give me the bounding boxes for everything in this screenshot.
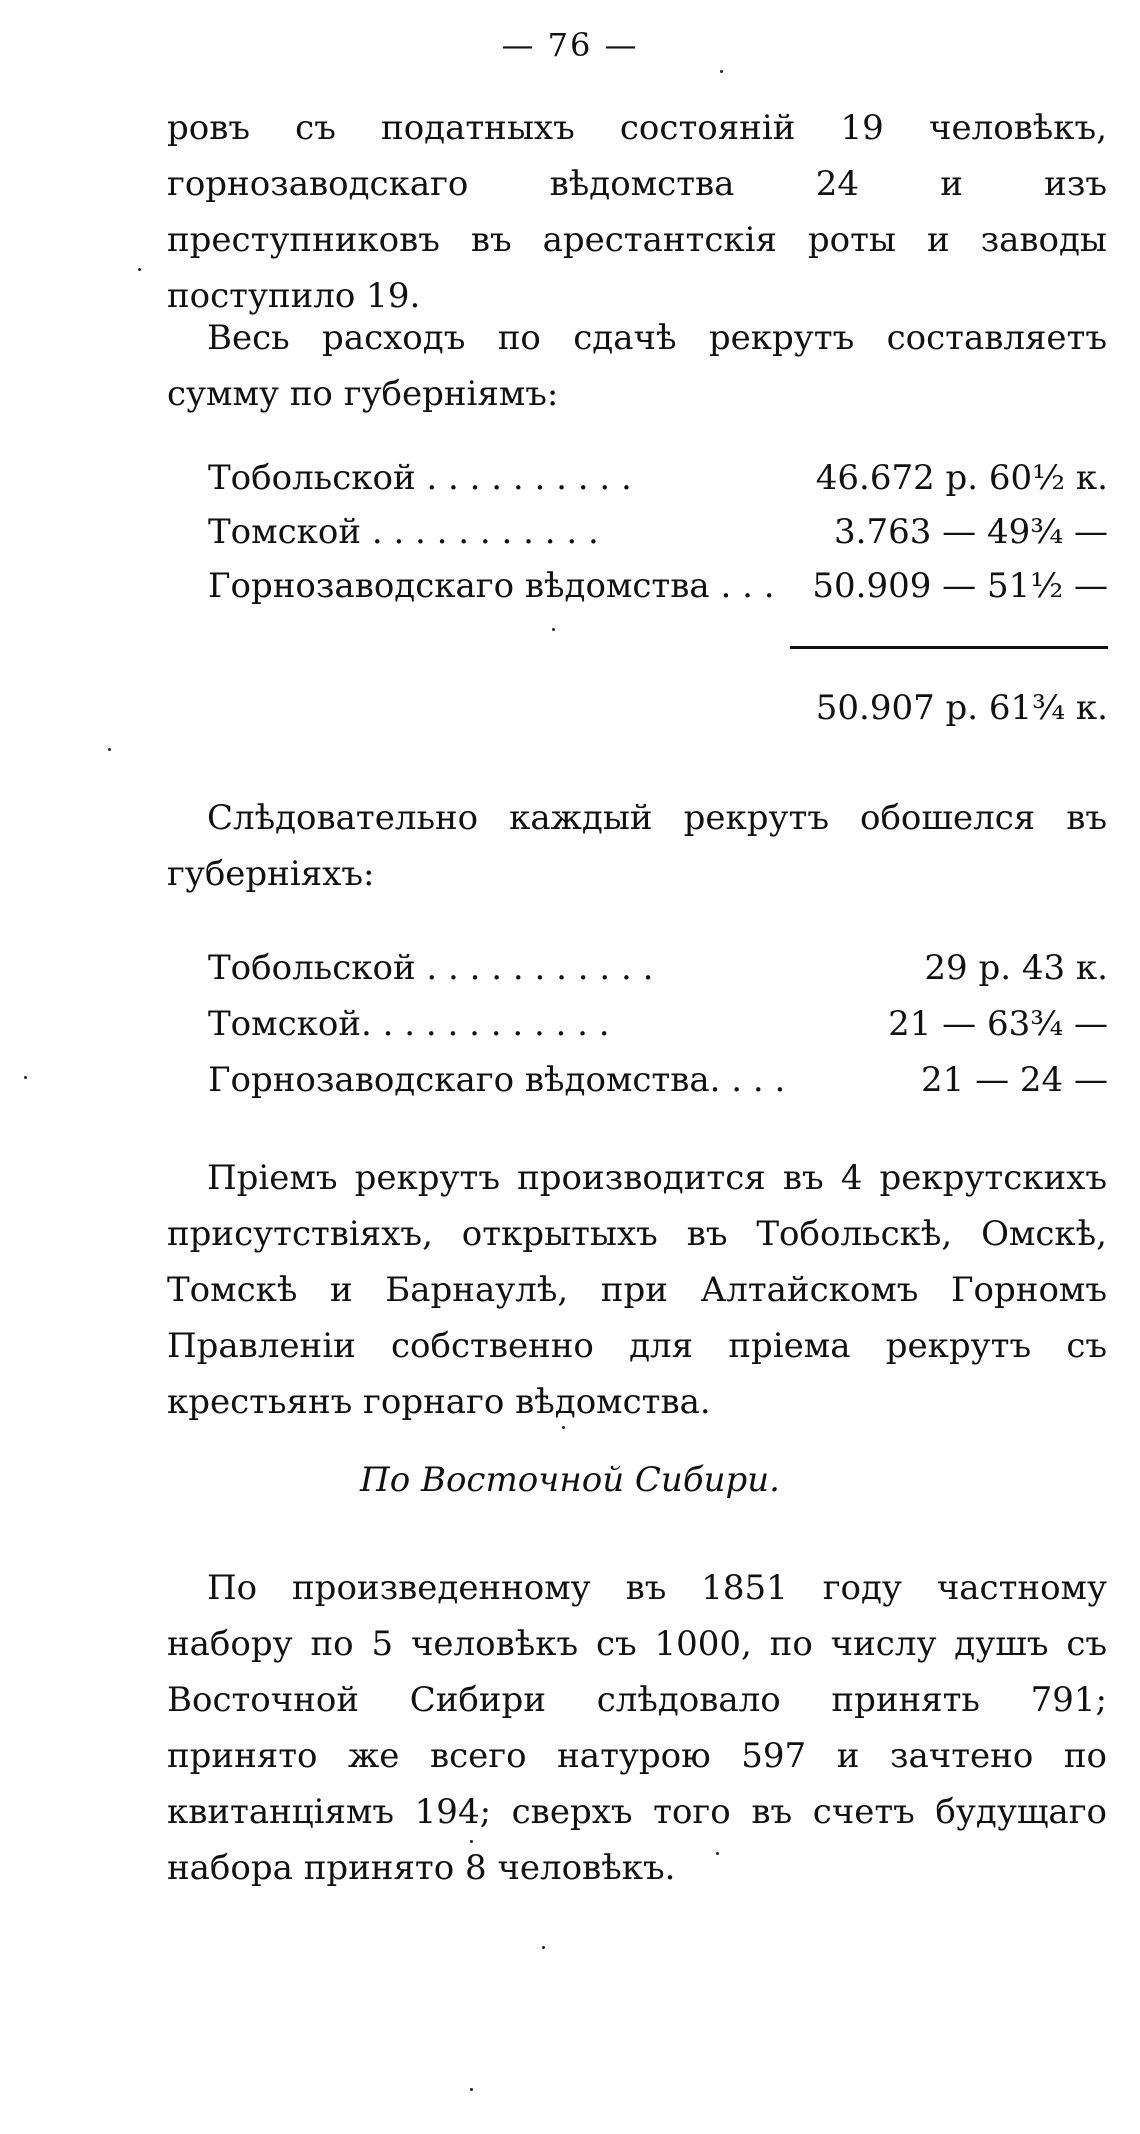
scan-speck	[470, 2088, 473, 2091]
scan-speck	[562, 1426, 565, 1429]
sum-rule	[790, 646, 1108, 649]
scan-speck	[716, 1852, 719, 1855]
expense-value: 46.672 р. 60½ к.	[815, 458, 1108, 498]
scan-speck	[24, 1076, 27, 1079]
paragraph-continuation: ровъ съ податныхъ состояній 19 человѣкъ, горнозаводскаго вѣдомства 24 и изъ преступниковъ въ арестантскія роты и заводы поступило 19.	[167, 108, 1107, 316]
expense-label: Тобольской . . . . . . . . . .	[208, 458, 632, 498]
expense-row-tobolsk	[208, 450, 1108, 506]
page-number: — 76 —	[501, 26, 639, 64]
scan-speck	[470, 1840, 473, 1843]
expense-row-tomsk	[208, 504, 1108, 560]
scan-speck	[542, 1946, 545, 1949]
scan-speck	[138, 268, 141, 271]
paragraph-east-siberia: По произведенному въ 1851 году частному набору по 5 человѣкъ съ 1000, по числу душъ съ Восточной Сибири слѣдовало принять 791; принято же всего натурою 597 и зачтено по квитанціямъ 194; сверхъ того въ счетъ будущаго набора принято 8 человѣкъ.	[167, 1568, 1107, 1888]
expenses-total: 50.907 р. 61¾ к.	[815, 688, 1108, 728]
scan-speck	[720, 70, 723, 73]
per-recruit-row-tobolsk	[208, 940, 1108, 996]
expense-label: Горнозаводскаго вѣдомства . . .	[208, 566, 775, 606]
expense-value: 50.909 — 51½ —	[812, 566, 1108, 606]
per-recruit-row-tomsk	[208, 996, 1108, 1052]
per-recruit-value: 21 — 24 —	[921, 1060, 1108, 1100]
per-recruit-value: 21 — 63¾ —	[888, 1004, 1108, 1044]
per-recruit-label: Томской. . . . . . . . . . . .	[208, 1004, 610, 1044]
per-recruit-label: Горнозаводскаго вѣдомства. . . .	[208, 1060, 786, 1100]
scan-speck	[552, 628, 555, 631]
section-subheading: По Восточной Сибири.	[360, 1460, 780, 1500]
paragraph-per-recruit-intro: Слѣдовательно каждый рекрутъ обошелся въ губерніяхъ:	[167, 798, 1107, 894]
expense-value: 3.763 — 49¾ —	[834, 512, 1108, 552]
per-recruit-row-mining	[208, 1052, 1108, 1108]
paragraph-expenses-intro: Весь расходъ по сдачѣ рекрутъ составляетъ сумму по губерніямъ:	[167, 318, 1107, 414]
expense-row-mining	[208, 558, 1108, 614]
expense-label: Томской . . . . . . . . . . .	[208, 512, 599, 552]
per-recruit-value: 29 р. 43 к.	[924, 948, 1108, 988]
scan-speck	[108, 748, 111, 751]
per-recruit-label: Тобольской . . . . . . . . . . .	[208, 948, 654, 988]
paragraph-reception: Пріемъ рекрутъ производится въ 4 рекрутскихъ присутствіяхъ, открытыхъ въ Тобольскѣ, Омскѣ, Томскѣ и Барнаулѣ, при Алтайскомъ Горномъ Правленіи собственно для пріема рекрутъ съ крестьянъ горнаго вѣдомства.	[167, 1158, 1107, 1422]
